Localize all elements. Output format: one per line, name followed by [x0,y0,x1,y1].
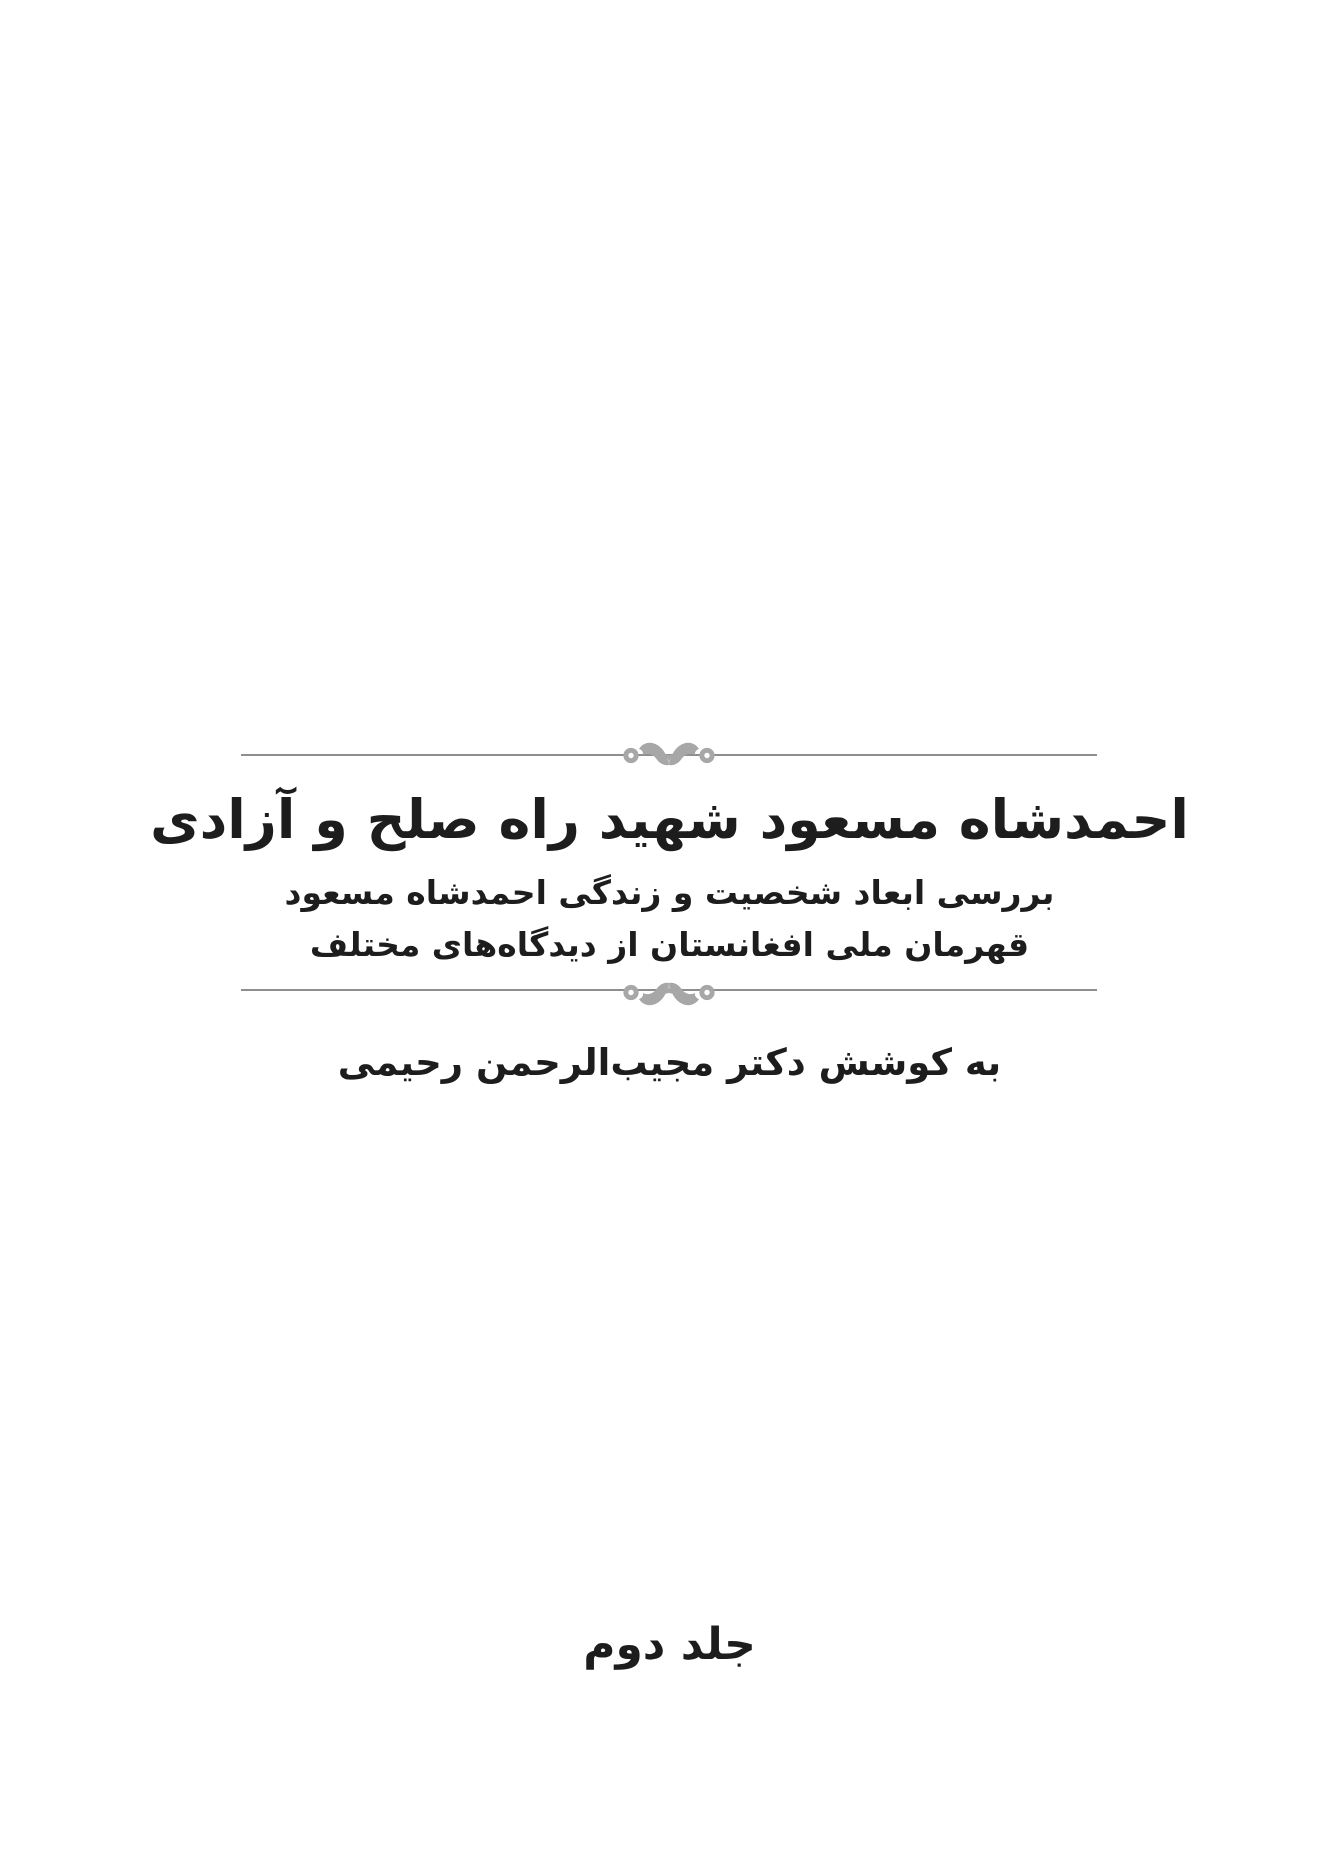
editor-credit-line: به کوشش دکتر مجیب‌الرحمن رحیمی [337,1041,1002,1084]
book-subtitle [0,867,1339,971]
fleuron-ornament-flipped-icon [617,978,721,1010]
book-subtitle-line-1: بررسی ابعاد شخصیت و زندگی احمدشاه مسعود [284,873,1055,912]
book-title: احمدشاه مسعود شهید راه صلح و آزادی [150,788,1189,851]
book-subtitle-line-2: قهرمان ملی افغانستان از دیدگاه‌های مختلف [309,925,1030,964]
volume-label: جلد دوم [583,1619,756,1670]
fleuron-ornament-icon [617,738,721,770]
